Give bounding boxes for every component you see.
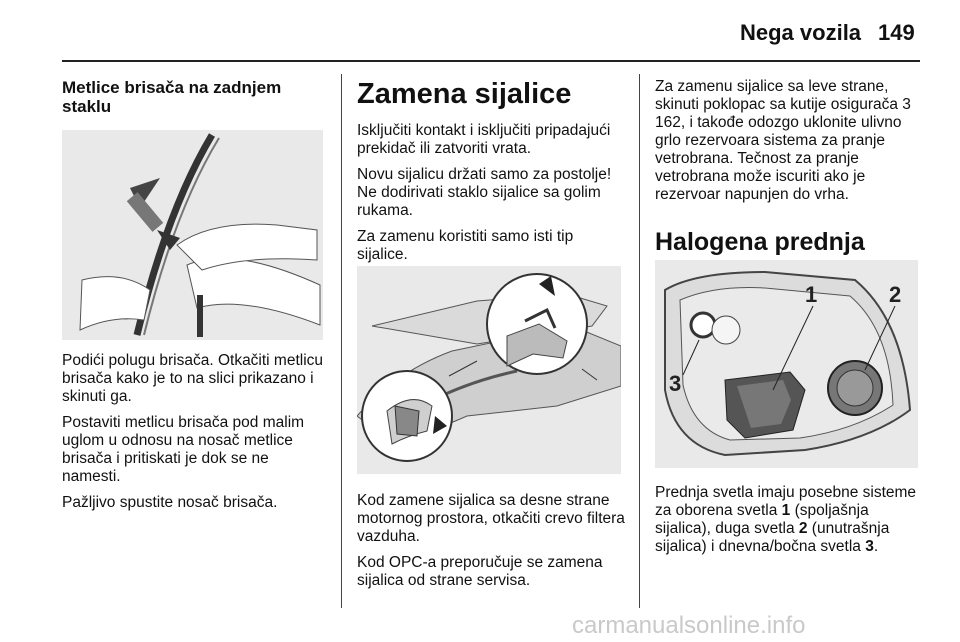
paragraph: Isključiti kontakt i isključiti pripadajući prekidač ili zatvoriti vrata. (357, 122, 611, 157)
paragraph: Postaviti metlicu brisača pod malim uglom u odnosu na nosač metlice brisača i pritiskati je dok se ne namesti. (62, 414, 305, 485)
bulb-replacement-heading: Zamena sijalice (357, 78, 572, 110)
column-2 (357, 78, 627, 272)
watermark: carmanualsonline.info (572, 612, 806, 639)
halogen-headlight-heading: Halogena prednja (655, 228, 865, 256)
column-divider (341, 74, 342, 608)
callout-1: 1 (805, 282, 818, 307)
caption-text: (unutrašnja sijalica) i dnevna/bočna svetla (655, 520, 890, 555)
column-3 (655, 78, 923, 290)
wiper-figure (62, 130, 323, 340)
headlight-caption (655, 484, 923, 564)
section-title: Nega vozila (740, 20, 862, 45)
page-number: 149 (878, 20, 915, 45)
paragraph: Podići polugu brisača. Otkačiti metlicu brisača kako je to na slici prikazano i skinuti ga. (62, 352, 324, 405)
paragraph: Za zamenu koristiti samo isti tip sijalice. (357, 228, 574, 263)
engine-bay-figure (357, 266, 621, 474)
wiper-heading: Metlice brisača na zadnjem staklu (62, 78, 282, 116)
callout-ref-2: 2 (798, 520, 808, 537)
paragraph: Kod zamene sijalica sa desne strane motornog prostora, otkačiti crevo filtera vazduha. (357, 492, 625, 545)
callout-2: 2 (889, 282, 902, 307)
column-1 (62, 78, 330, 116)
caption-text: . (873, 538, 879, 555)
paragraph: Novu sijalicu držati samo za postolje! Ne dodirivati staklo sijalice sa golim rukama. (357, 166, 612, 219)
paragraph (655, 484, 923, 556)
wiper-text (62, 352, 330, 520)
caption-text: (spoljašnja sijalica), duga svetla (655, 502, 869, 537)
paragraph: Za zamenu sijalice sa leve strane, skinuti poklopac sa kutije osigurača 3 162, i takođe odozgo uklonite ulivno grlo rezervoara sistema za pranje vetrobrana. Tečnost za pranje vetrobrana može iscuriti ako je rezervoar napunjen do vrha. (655, 78, 911, 203)
callout-ref-1: 1 (781, 502, 791, 519)
paragraph: Kod OPC-a preporučuje se zamena sijalica od strane servisa. (357, 554, 603, 589)
column-divider (639, 74, 640, 608)
caption-text: Prednja svetla imaju posebne sisteme za oborena svetla (655, 484, 917, 519)
headlight-figure (655, 260, 918, 468)
bulb-text-bottom (357, 492, 627, 598)
callout-ref-3: 3 (865, 538, 874, 555)
header-rule (62, 60, 920, 62)
paragraph: Pažljivo spustite nosač brisača. (62, 494, 278, 511)
callout-3: 3 (669, 371, 682, 396)
